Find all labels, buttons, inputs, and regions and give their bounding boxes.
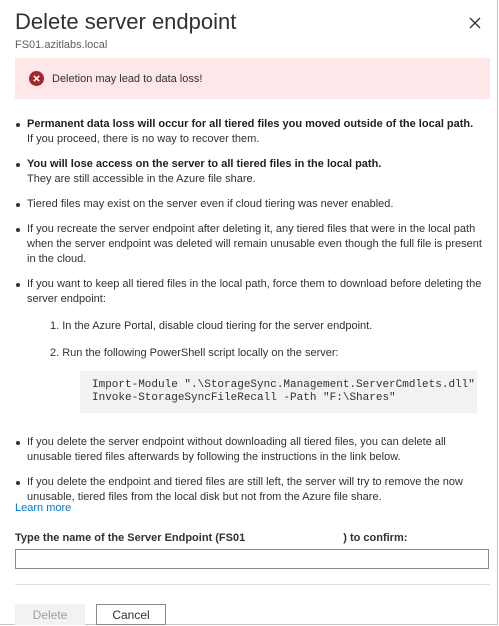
- data-loss-alert: [15, 58, 490, 99]
- warning-text: They are still accessible in the Azure file share.: [27, 173, 256, 185]
- error-icon: [29, 71, 44, 86]
- list-item: [15, 222, 489, 267]
- list-item: [15, 277, 489, 425]
- powershell-code-block: Import-Module ".\StorageSync.Management.ServerCmdlets.dll" Invoke-StorageSyncFileRecall -Path "F:\Shares": [80, 371, 477, 413]
- warning-bold-text: Permanent data loss will occur for all tiered files you moved outside of the local path.: [27, 118, 474, 130]
- warning-text: If you proceed, there is no way to recover them.: [27, 133, 260, 145]
- warning-text: If you delete the endpoint and tiered files are still left, the server will try to remove the now unusable, tiered files from the local disk but not from the Azure file share.: [27, 476, 463, 503]
- warning-bold-text: You will lose access on the server to all tiered files in the local path.: [27, 158, 382, 170]
- list-item: [15, 157, 489, 187]
- delete-button[interactable]: Delete: [15, 604, 85, 625]
- close-icon[interactable]: [467, 15, 483, 31]
- step-item: 2. Run the following PowerShell script locally on the server:: [50, 347, 339, 359]
- steps-list: [27, 319, 489, 361]
- warning-list: [15, 117, 489, 515]
- warning-text: Tiered files may exist on the server even if cloud tiering was never enabled.: [27, 198, 394, 210]
- warning-text: If you want to keep all tiered files in the local path, force them to download before deleting the server endpoint:: [27, 278, 482, 305]
- cancel-button[interactable]: Cancel: [96, 604, 166, 625]
- list-item: [15, 475, 489, 505]
- confirm-label-suffix: ) to confirm:: [343, 532, 408, 544]
- confirm-endpoint-input[interactable]: [15, 549, 489, 569]
- confirm-label-prefix: Type the name of the Server Endpoint (FS01: [15, 532, 246, 544]
- alert-text: Deletion may lead to data loss!: [52, 72, 203, 85]
- dialog-subtitle: FS01.azitlabs.local: [15, 39, 108, 51]
- list-item: [15, 117, 489, 147]
- warning-text: If you recreate the server endpoint after deleting it, any tiered files that were in the local path when the server endpoint was deleted will remain unusable even though the full file is present in the cloud.: [27, 223, 482, 265]
- list-item: [15, 435, 489, 465]
- divider: [15, 584, 490, 585]
- dialog-title: Delete server endpoint: [15, 9, 237, 34]
- step-item: 1. In the Azure Portal, disable cloud tiering for the server endpoint.: [50, 320, 373, 332]
- warning-text: If you delete the server endpoint without downloading all tiered files, you can delete all unusable tiered files afterwards by following the instructions in the link below.: [27, 436, 446, 463]
- learn-more-link[interactable]: Learn more: [15, 502, 72, 514]
- confirm-label: [15, 532, 407, 544]
- list-item: [15, 197, 489, 212]
